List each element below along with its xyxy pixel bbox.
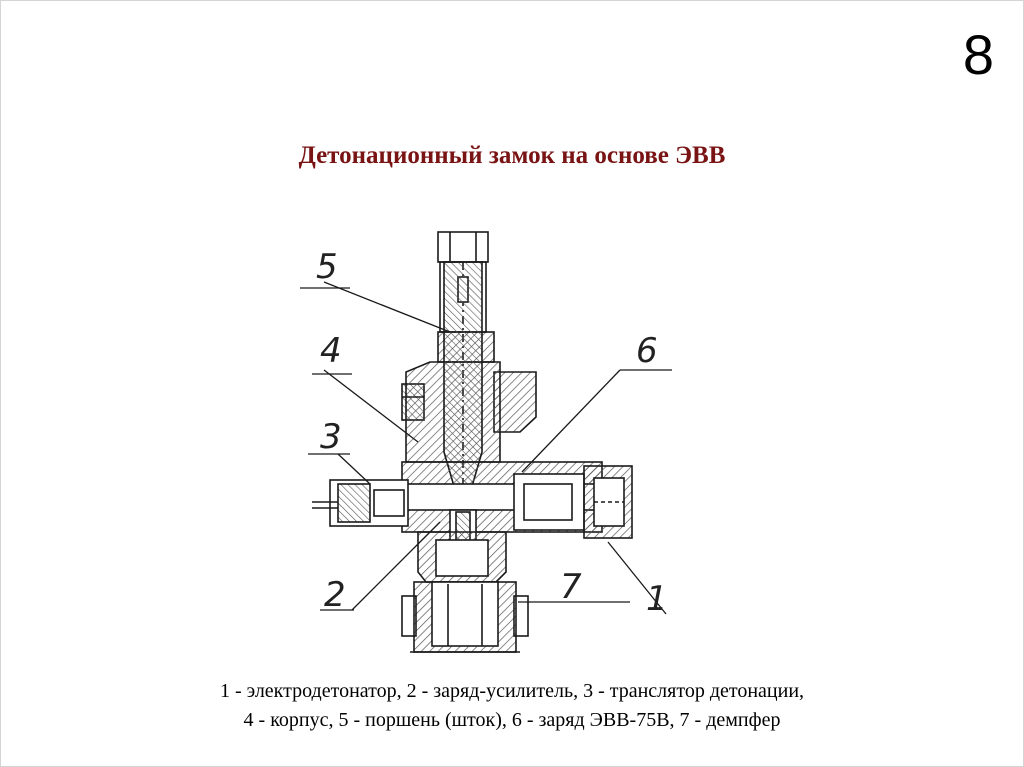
part-label-2: 2 <box>324 575 346 615</box>
slide-number: 8 <box>962 23 994 86</box>
part-label-7: 7 <box>560 567 582 607</box>
slide-title: Детонационный замок на основе ЭВВ <box>298 142 726 169</box>
legend-line-2: 4 - корпус, 5 - поршень (шток), 6 - заряд ЭВВ-75В, 7 - демпфер <box>243 709 781 731</box>
part-label-6: 6 <box>636 331 658 371</box>
part-label-4: 4 <box>320 331 342 371</box>
piston-head <box>438 232 488 262</box>
legend-caption <box>0 677 1024 735</box>
leader-5 <box>324 282 450 332</box>
part-label-5: 5 <box>316 247 338 287</box>
legend-line-1: 1 - электродетонатор, 2 - заряд-усилитель, 3 - транслятор детонации, <box>219 680 805 702</box>
detonation-lock-drawing <box>290 222 690 662</box>
part-label-3: 3 <box>320 417 342 457</box>
part-label-1: 1 <box>646 579 668 619</box>
